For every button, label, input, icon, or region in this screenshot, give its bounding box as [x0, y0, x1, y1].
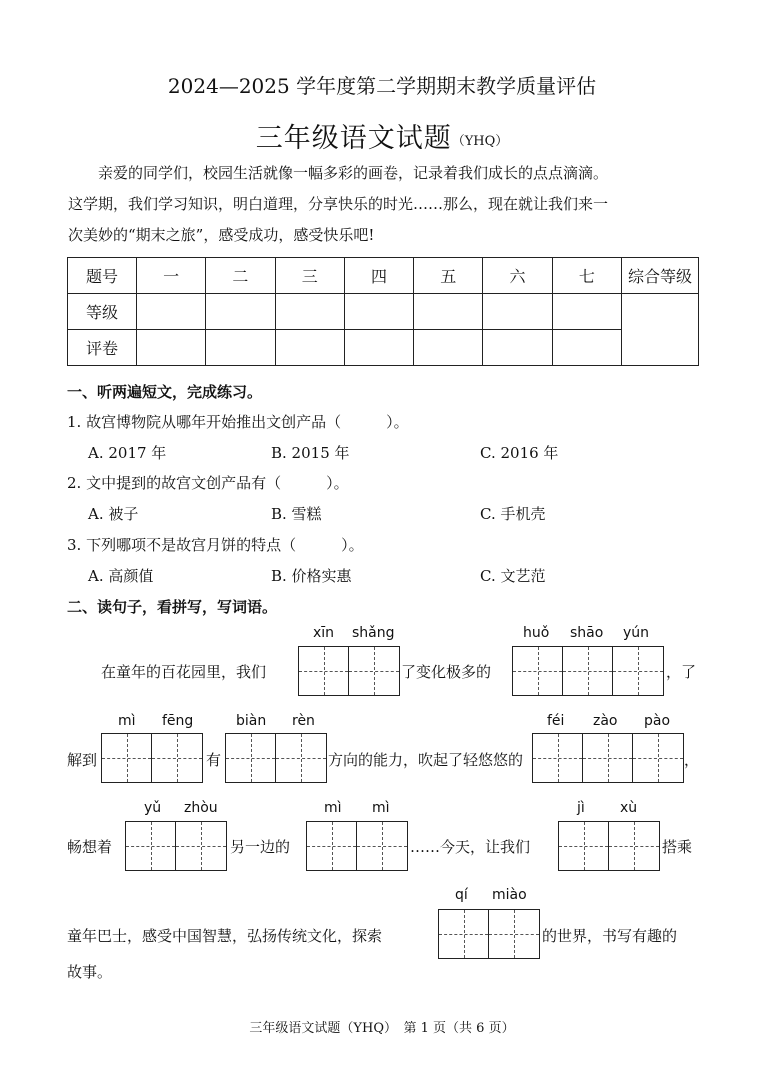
table-row [68, 330, 699, 366]
grade-cell[interactable] [483, 294, 552, 330]
grader-cell[interactable] [414, 330, 483, 366]
option-b[interactable]: B. 价格实惠 [271, 567, 352, 585]
pinyin: mì [372, 800, 390, 816]
grade-cell[interactable] [414, 294, 483, 330]
exam-subtitle [0, 116, 764, 155]
pinyin: jì [577, 800, 585, 816]
writing-cell[interactable] [583, 734, 633, 782]
writing-cell[interactable] [613, 647, 663, 695]
writing-cell[interactable] [176, 822, 226, 870]
pinyin: féi [547, 713, 565, 729]
column-header: 五 [414, 258, 483, 294]
pinyin: zhòu [184, 800, 218, 816]
writing-boxes[interactable] [125, 821, 227, 871]
sentence-text: 搭乘 [662, 838, 693, 856]
option-c[interactable]: C. 文艺范 [480, 567, 546, 585]
pinyin: mì [324, 800, 342, 816]
table-row [68, 258, 699, 294]
sentence-text: 了变化极多的 [401, 663, 492, 681]
pinyin: mì [118, 713, 136, 729]
writing-cell[interactable] [357, 822, 407, 870]
row-label: 题号 [68, 258, 137, 294]
column-header: 三 [275, 258, 344, 294]
sentence-text: ， [684, 751, 700, 769]
writing-cell[interactable] [276, 734, 326, 782]
writing-boxes[interactable] [438, 909, 540, 959]
subtitle-text: 三年级语文试题 [255, 123, 452, 154]
column-header: 四 [344, 258, 413, 294]
option-a[interactable]: A. 被子 [88, 505, 139, 523]
writing-cell[interactable] [349, 647, 399, 695]
row-label: 评卷 [68, 330, 137, 366]
grade-cell[interactable] [206, 294, 275, 330]
writing-cell[interactable] [489, 910, 539, 958]
pinyin: huǒ [523, 625, 550, 641]
pinyin: zào [593, 713, 618, 729]
writing-boxes[interactable] [101, 733, 203, 783]
total-grade-header: 综合等级 [622, 258, 699, 294]
option-c[interactable]: C. 手机壳 [480, 505, 546, 523]
column-header: 二 [206, 258, 275, 294]
writing-boxes[interactable] [532, 733, 684, 783]
pinyin: pào [644, 713, 671, 729]
writing-cell[interactable] [299, 647, 349, 695]
pinyin: xīn [313, 625, 335, 641]
exam-title: 2024—2025 学年度第二学期期末教学质量评估 [167, 74, 597, 98]
sentence-text: 故事。 [67, 963, 113, 981]
grader-cell[interactable] [483, 330, 552, 366]
section-heading: 一、听两遍短文，完成练习。 [67, 383, 263, 401]
grade-cell[interactable] [344, 294, 413, 330]
writing-boxes[interactable] [558, 821, 660, 871]
sentence-text: ，了 [666, 663, 697, 681]
writing-cell[interactable] [152, 734, 202, 782]
option-a[interactable]: A. 高颜值 [88, 567, 154, 585]
option-a[interactable]: A. 2017 年 [88, 444, 167, 462]
option-b[interactable]: B. 2015 年 [271, 444, 350, 462]
intro-paragraph [68, 158, 700, 251]
pinyin: qí [455, 887, 468, 903]
sentence-text: 的世界，书写有趣的 [542, 927, 678, 945]
writing-cell[interactable] [633, 734, 683, 782]
pinyin: xù [620, 800, 638, 816]
intro-line: 这学期，我们学习知识，明白道理，分享快乐的时光……那么，现在就让我们来一 [68, 195, 609, 213]
writing-boxes[interactable] [306, 821, 408, 871]
sentence-text: 畅想着 [67, 838, 113, 856]
writing-cell[interactable] [439, 910, 489, 958]
score-table [67, 257, 699, 366]
writing-cell[interactable] [126, 822, 176, 870]
pinyin: rèn [292, 713, 315, 729]
option-c[interactable]: C. 2016 年 [480, 444, 559, 462]
page-footer: 三年级语文试题（YHQ） 第 1 页（共 6 页） [249, 1021, 515, 1036]
intro-line: 亲爱的同学们，校园生活就像一幅多彩的画卷，记录着我们成长的点点滴滴。 [98, 164, 609, 182]
pinyin: biàn [236, 713, 267, 729]
grade-cell[interactable] [552, 294, 621, 330]
column-header: 六 [483, 258, 552, 294]
grader-cell[interactable] [552, 330, 621, 366]
section-heading: 二、读句子，看拼写，写词语。 [67, 598, 278, 616]
pinyin: miào [492, 887, 527, 903]
writing-cell[interactable] [226, 734, 276, 782]
total-grade-cell[interactable] [622, 294, 699, 366]
pinyin: shǎng [352, 625, 395, 641]
sentence-text: 童年巴士，感受中国智慧，弘扬传统文化，探索 [67, 927, 383, 945]
writing-cell[interactable] [533, 734, 583, 782]
sentence-text: ……今天，让我们 [410, 838, 531, 856]
grader-cell[interactable] [137, 330, 206, 366]
column-header: 七 [552, 258, 621, 294]
pinyin: fēng [162, 713, 194, 729]
column-header: 一 [137, 258, 206, 294]
writing-boxes[interactable] [298, 646, 400, 696]
table-row [68, 294, 699, 330]
grade-cell[interactable] [275, 294, 344, 330]
sentence-text: 方向的能力，吹起了轻悠悠的 [328, 751, 524, 769]
grader-cell[interactable] [275, 330, 344, 366]
question: 2. 文中提到的故宫文创产品有（ ）。 [67, 474, 349, 492]
writing-cell[interactable] [513, 647, 563, 695]
option-b[interactable]: B. 雪糕 [271, 505, 322, 523]
grader-cell[interactable] [206, 330, 275, 366]
subtitle-code: （YHQ） [451, 134, 509, 149]
question: 1. 故宫博物院从哪年开始推出文创产品（ ）。 [67, 413, 409, 431]
writing-cell[interactable] [609, 822, 659, 870]
pinyin: yǔ [144, 800, 162, 816]
grader-cell[interactable] [344, 330, 413, 366]
pinyin: shāo [570, 625, 604, 641]
sentence-text: 有 [206, 751, 222, 769]
writing-boxes[interactable] [225, 733, 327, 783]
sentence-text: 在童年的百花园里，我们 [101, 663, 267, 681]
writing-cell[interactable] [102, 734, 152, 782]
sentence-text: 另一边的 [230, 838, 291, 856]
writing-cell[interactable] [563, 647, 613, 695]
writing-cell[interactable] [559, 822, 609, 870]
question: 3. 下列哪项不是故宫月饼的特点（ ）。 [67, 536, 364, 554]
grade-cell[interactable] [137, 294, 206, 330]
sentence-text: 解到 [67, 751, 98, 769]
writing-cell[interactable] [307, 822, 357, 870]
row-label: 等级 [68, 294, 137, 330]
pinyin: yún [623, 625, 650, 641]
intro-line: 次美妙的“期末之旅”，感受成功，感受快乐吧! [68, 226, 375, 244]
writing-boxes[interactable] [512, 646, 664, 696]
